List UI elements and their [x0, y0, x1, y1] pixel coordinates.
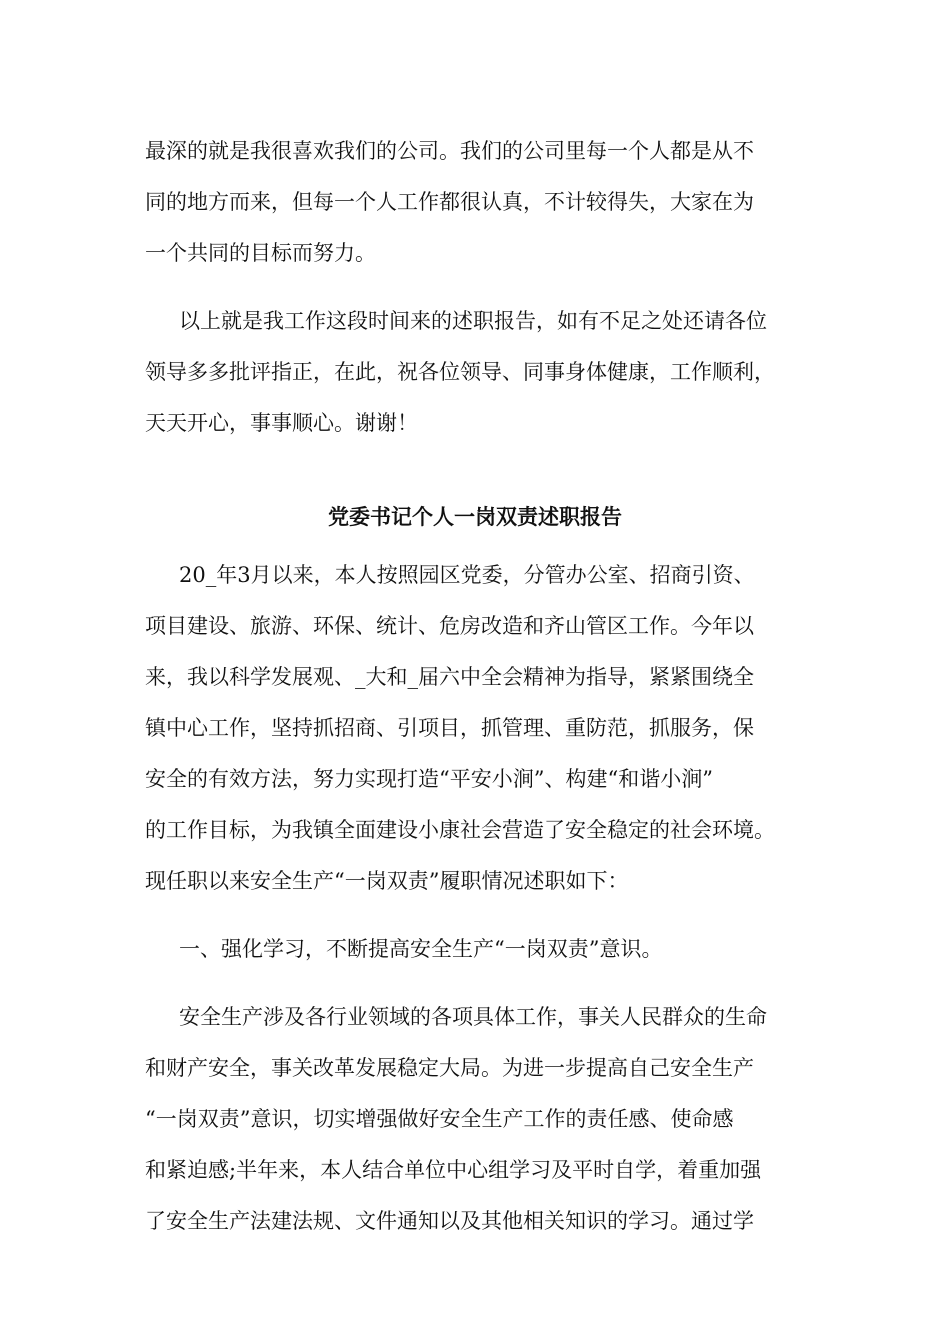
document-body: [145, 126, 805, 1247]
text-line: 镇中心工作，坚持抓招商、引项目，抓管理、重防范，抓服务，保: [145, 716, 754, 740]
text-line: 20_年3月以来，本人按照园区党委，分管办公室、招商引资、: [179, 563, 755, 587]
text-line: 和紧迫感;半年来，本人结合单位中心组学习及平时自学，着重加强: [145, 1158, 762, 1182]
text-line: 项目建设、旅游、环保、统计、危房改造和齐山管区工作。今年以: [145, 614, 754, 638]
text-line: 领导多多批评指正，在此，祝各位领导、同事身体健康，工作顺利，: [145, 360, 775, 384]
text-line: 安全生产涉及各行业领域的各项具体工作，事关人民群众的生命: [179, 1005, 767, 1029]
text-line: 现任职以来安全生产“一岗双责”履职情况述职如下：: [145, 869, 629, 893]
text-line: 和财产安全，事关改革发展稳定大局。为进一步提高自己安全生产: [145, 1056, 754, 1080]
paragraph-intro: [145, 550, 805, 907]
section-heading-1: [145, 924, 805, 975]
text-line: “一岗双责”意识，切实增强做好安全生产工作的责任感、使命感: [145, 1107, 734, 1131]
text-line: 天天开心，事事顺心。谢谢！: [145, 411, 418, 435]
text-line: 一、强化学习，不断提高安全生产“一岗双责”意识。: [179, 937, 663, 961]
text-line: 的工作目标，为我镇全面建设小康社会营造了安全稳定的社会环境。: [145, 818, 775, 842]
paragraph-spacer: [145, 907, 805, 924]
document-title: 党委书记个人一岗双责述职报告: [328, 504, 622, 529]
text-line: 以上就是我工作这段时间来的述职报告，如有不足之处还请各位: [179, 309, 767, 333]
title-spacer: [145, 542, 805, 550]
paragraph-safety: [145, 992, 805, 1247]
paragraph-spacer: [145, 279, 805, 296]
text-line: 一个共同的目标而努力。: [145, 241, 376, 265]
text-line: 来，我以科学发展观、_大和_届六中全会精神为指导，紧紧围绕全: [145, 665, 754, 689]
text-line: 了安全生产法建法规、文件通知以及其他相关知识的学习。通过学: [145, 1209, 754, 1233]
text-line: 同的地方而来，但每一个人工作都很认真，不计较得失，大家在为: [145, 190, 754, 214]
title-spacer: [145, 449, 805, 491]
text-line: 最深的就是我很喜欢我们的公司。我们的公司里每一个人都是从不: [145, 139, 754, 163]
paragraph-spacer: [145, 975, 805, 992]
paragraph-company: [145, 126, 805, 279]
text-line: 安全的有效方法，努力实现打造“平安小涧”、构建“和谐小涧”: [145, 767, 713, 791]
paragraph-closing: [145, 296, 805, 449]
